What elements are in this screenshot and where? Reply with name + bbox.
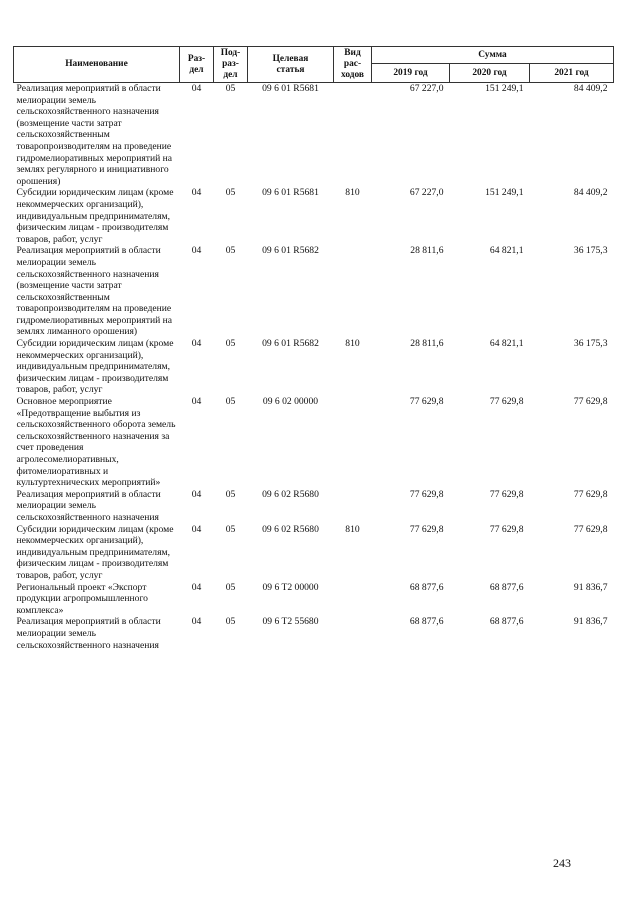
row-sum-2021: 77 629,8 xyxy=(573,488,608,500)
table-row xyxy=(14,524,614,582)
row-sum-2020: 77 629,8 xyxy=(489,488,524,500)
row-sum-2021: 91 836,7 xyxy=(573,616,608,628)
row-subsection: 05 xyxy=(225,187,236,199)
row-sum-2021: 36 175,3 xyxy=(573,338,608,350)
table-row xyxy=(14,616,614,651)
row-sum-2019: 67 227,0 xyxy=(409,187,444,199)
budget-table xyxy=(13,46,614,651)
row-sum-2021: 91 836,7 xyxy=(573,581,608,593)
row-section: 04 xyxy=(191,581,202,593)
row-expense-type: 810 xyxy=(345,338,360,350)
row-sum-2019: 67 227,0 xyxy=(409,83,444,94)
row-sum-2020: 68 877,6 xyxy=(489,616,524,628)
row-sum-2021: 77 629,8 xyxy=(573,523,608,535)
header-name: Наименование xyxy=(14,47,180,83)
row-section: 04 xyxy=(191,83,202,94)
row-sum-2020: 151 249,1 xyxy=(485,187,524,199)
header-year-2019: 2019 год xyxy=(372,64,450,83)
row-name: Реализация мероприятий в области мелиорации земель сельскохозяйственного назначения xyxy=(16,616,161,651)
row-target-article: 09 6 T2 55680 xyxy=(262,616,319,628)
row-sum-2019: 28 811,6 xyxy=(410,338,444,350)
row-section: 04 xyxy=(191,396,202,408)
row-subsection: 05 xyxy=(225,83,236,94)
row-expense-type xyxy=(334,489,372,524)
row-name: Реализация мероприятий в области мелиорации земель сельскохозяйственного назначения xyxy=(16,488,161,523)
row-expense-type: 810 xyxy=(345,523,360,535)
row-name: Субсидии юридическим лицам (кроме некоммерческих организаций), индивидуальным предпринимателям, физическим лицам - производителям товаров, работ, услуг xyxy=(16,187,174,245)
row-name: Субсидии юридическим лицам (кроме некоммерческих организаций), индивидуальным предпринимателям, физическим лицам - производителям товаров, работ, услуг xyxy=(16,523,174,581)
row-subsection: 05 xyxy=(225,523,236,535)
row-expense-type xyxy=(334,582,372,617)
row-sum-2019: 68 877,6 xyxy=(409,581,444,593)
table-row xyxy=(14,396,614,489)
row-section: 04 xyxy=(191,616,202,628)
row-expense-type xyxy=(334,396,372,489)
row-expense-type xyxy=(334,245,372,338)
row-sum-2020: 64 821,1 xyxy=(489,338,524,350)
row-name: Реализация мероприятий в области мелиорации земель сельскохозяйственного назначения (возмещение части затрат сельскохозяйственным товаропроизводителям на проведение гидромелиоративных мероприятий на землях лиманного орошения) xyxy=(16,245,172,338)
row-target-article: 09 6 02 R5680 xyxy=(262,523,319,535)
row-target-article: 09 6 01 R5682 xyxy=(262,245,319,257)
row-section: 04 xyxy=(191,488,202,500)
row-target-article: 09 6 02 R5680 xyxy=(262,488,319,500)
table-row xyxy=(14,489,614,524)
row-name: Реализация мероприятий в области мелиорации земель сельскохозяйственного назначения (возмещение части затрат сельскохозяйственным товаропроизводителям на проведение гидромелиоративных мероприятий на землях регулярного и инициативного орошения) xyxy=(16,83,172,187)
row-subsection: 05 xyxy=(225,396,236,408)
table-row xyxy=(14,187,614,245)
row-name: Региональный проект «Экспорт продукции агропромышленного комплекса» xyxy=(16,581,148,616)
header-expense-type: Вид рас- ходов xyxy=(334,47,372,83)
row-section: 04 xyxy=(191,338,202,350)
table-row xyxy=(14,582,614,617)
row-section: 04 xyxy=(191,245,202,257)
row-subsection: 05 xyxy=(225,338,236,350)
header-target-article: Целевая статья xyxy=(248,47,334,83)
row-subsection: 05 xyxy=(225,616,236,628)
row-sum-2019: 77 629,8 xyxy=(409,488,444,500)
row-sum-2020: 151 249,1 xyxy=(485,83,524,94)
row-subsection: 05 xyxy=(225,581,236,593)
row-target-article: 09 6 T2 00000 xyxy=(262,581,319,593)
row-sum-2020: 64 821,1 xyxy=(489,245,524,257)
table-header xyxy=(14,47,614,83)
row-subsection: 05 xyxy=(225,488,236,500)
row-target-article: 09 6 01 R5681 xyxy=(262,187,319,199)
row-sum-2019: 77 629,8 xyxy=(409,523,444,535)
table-row xyxy=(14,338,614,396)
row-expense-type: 810 xyxy=(345,187,360,199)
table-row xyxy=(14,83,614,188)
row-sum-2019: 77 629,8 xyxy=(409,396,444,408)
row-sum-2021: 36 175,3 xyxy=(573,245,608,257)
row-subsection: 05 xyxy=(225,245,236,257)
header-subsection: Под- раз- дел xyxy=(214,47,248,83)
row-target-article: 09 6 02 00000 xyxy=(262,396,319,408)
row-section: 04 xyxy=(191,187,202,199)
row-target-article: 09 6 01 R5682 xyxy=(262,338,319,350)
table-row xyxy=(14,245,614,338)
header-sum: Сумма xyxy=(372,47,614,64)
row-sum-2020: 77 629,8 xyxy=(489,396,524,408)
row-sum-2021: 84 409,2 xyxy=(573,187,608,199)
row-target-article: 09 6 01 R5681 xyxy=(262,83,319,94)
row-expense-type xyxy=(334,616,372,651)
row-sum-2021: 77 629,8 xyxy=(573,396,608,408)
header-section: Раз- дел xyxy=(180,47,214,83)
row-sum-2019: 68 877,6 xyxy=(409,616,444,628)
row-name: Основное мероприятие «Предотвращение выбытия из сельскохозяйственного оборота земель сельскохозяйственного назначения за счет проведения агролесомелиоративных, фитомелиоративных и культуртехнических мероприятий» xyxy=(16,396,176,489)
row-sum-2020: 77 629,8 xyxy=(489,523,524,535)
table-body xyxy=(14,83,614,652)
page-number: 243 xyxy=(553,856,571,870)
row-sum-2021: 84 409,2 xyxy=(573,83,608,94)
header-year-2020: 2020 год xyxy=(450,64,530,83)
row-sum-2020: 68 877,6 xyxy=(489,581,524,593)
row-sum-2019: 28 811,6 xyxy=(410,245,444,257)
row-section: 04 xyxy=(191,523,202,535)
header-year-2021: 2021 год xyxy=(530,64,614,83)
row-name: Субсидии юридическим лицам (кроме некоммерческих организаций), индивидуальным предпринимателям, физическим лицам - производителям товаров, работ, услуг xyxy=(16,338,174,396)
row-expense-type xyxy=(334,83,372,188)
